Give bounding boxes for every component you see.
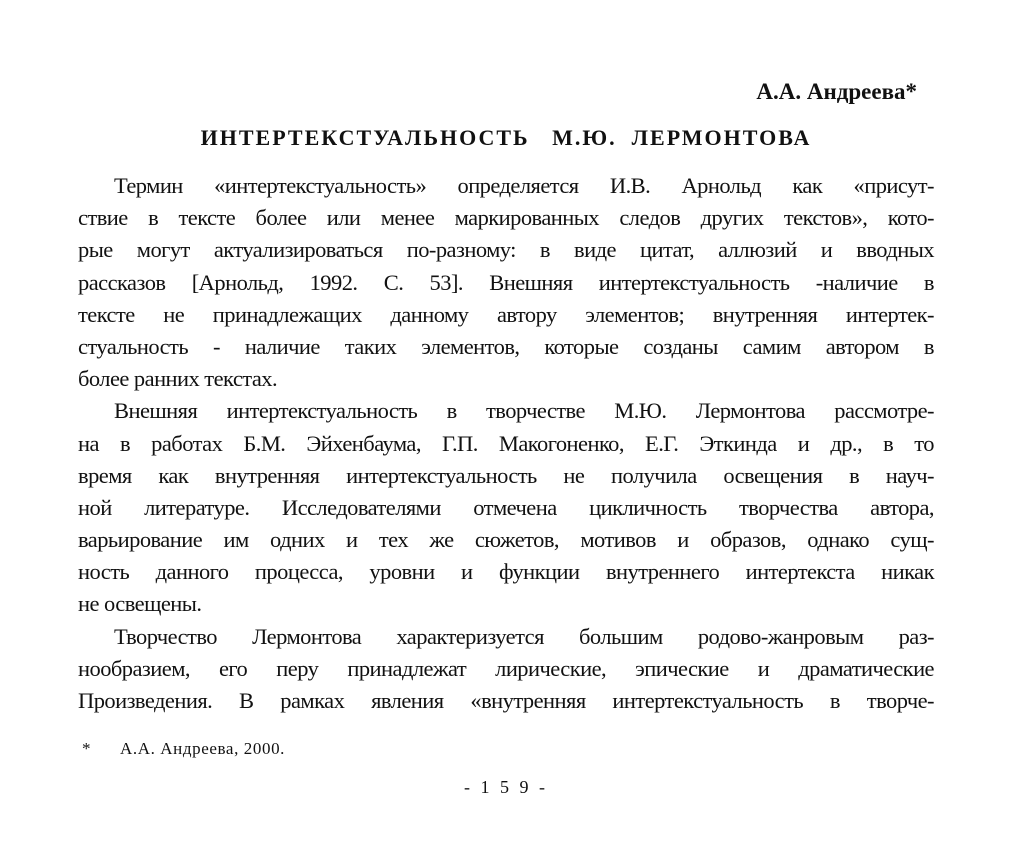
text-line: Внешняя интертекстуальность в творчестве М.Ю. Лермонтова рассмотре- (114, 398, 934, 424)
author-name: А.А. Андреева* (756, 79, 917, 104)
text-line: Произведения. В рамках явления «внутренняя интертекстуальность в творче- (78, 688, 934, 713)
text-line: на в работах Б.М. Эйхенбаума, Г.П. Макогоненко, Е.Г. Эткинда и др., в то (78, 430, 934, 456)
text-line: время как внутренняя интертекстуальность не получила освещения в науч- (78, 462, 934, 488)
text-line: не освещены. (78, 591, 202, 617)
text-line: ность данного процесса, уровни и функции внутреннего интертекста никак (78, 559, 934, 585)
text-line: ной литературе. Исследователями отмечена цикличность творчества автора, (78, 494, 934, 520)
text-line: более ранних текстах. (78, 366, 278, 392)
text-line: ствие в тексте более или менее маркированных следов других текстов», кото- (78, 205, 934, 231)
text-line: варьирование им одних и тех же сюжетов, мотивов и образов, однако сущ- (78, 527, 934, 553)
text-line: тексте не принадлежащих данному автору элементов; внутренняя интертек- (78, 301, 934, 327)
text-line: нообразием, его перу принадлежат лирические, эпические и драматические (78, 655, 934, 681)
article-title: ИНТЕРТЕКСТУАЛЬНОСТЬ М.Ю. ЛЕРМОНТОВА (200, 125, 812, 150)
footnote (82, 738, 285, 760)
text-line: Творчество Лермонтова характеризуется большим родово-жанровым раз- (114, 623, 934, 649)
article-body (78, 170, 934, 717)
text-line: рые могут актуализироваться по-разному: в виде цитат, аллюзий и вводных (78, 237, 934, 263)
footnote-marker: * (82, 739, 92, 758)
text-line: рассказов [Арнольд, 1992. С. 53]. Внешняя интертекстуальность -наличие в (78, 269, 934, 295)
text-line: Термин «интертекстуальность» определяется И.В. Арнольд как «присут- (114, 173, 934, 198)
page-number: - 1 5 9 - (464, 777, 548, 797)
text-line: стуальность - наличие таких элементов, которые созданы самим автором в (78, 333, 934, 359)
footnote-text: А.А. Андреева, 2000. (120, 739, 286, 758)
